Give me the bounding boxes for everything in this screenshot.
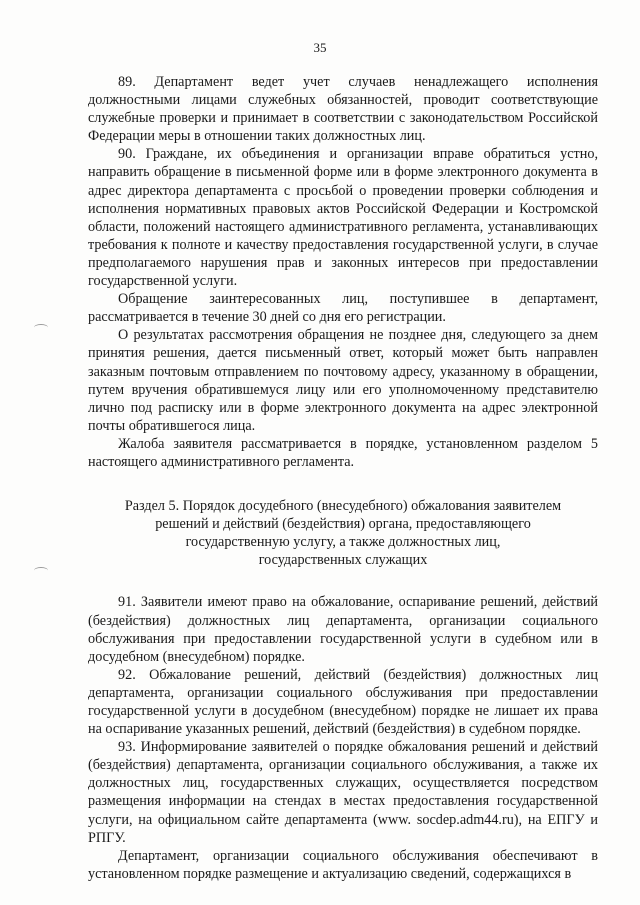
paragraph-89: 89. Департамент ведет учет случаев ненадлежащего исполнения должностными лицами служебных обязанностей, проводит соответствующие служебные проверки и принимает в соответствии с законодательством Российской Федерации меры в отношении таких должностных лиц.: [88, 74, 598, 145]
section-title-line: государственную услугу, а также должностных лиц,: [185, 534, 501, 551]
section-title-line: Раздел 5. Порядок досудебного (внесудебного) обжалования заявителем: [124, 498, 562, 515]
paragraph-93: 93. Информирование заявителей о порядке обжалования решений и действий (бездействия) департамента, организации социального обслуживания, а также их должностных лиц, государственных служащих, осуществляется посредством размещения информации на стендах в местах предоставления государственной услуги, на официальном сайте департамента (www. socdep.adm44.ru), на ЕПГУ и РПГУ.: [88, 739, 598, 846]
scan-margin-mark: [34, 324, 48, 331]
paragraph-92: 92. Обжалование решений, действий (бездействия) должностных лиц департамента, организации социального обслуживания при предоставлении государственной услуги в досудебном (внесудебном) порядке не лишает их права на оспаривание указанных решений, действий (бездействия) в судебном порядке.: [88, 666, 598, 738]
paragraph-appeal-term: Обращение заинтересованных лиц, поступившее в департамент, рассматривается в течение 30 дней со дня его регистрации.: [88, 291, 598, 326]
paragraph-complaint-reference: Жалоба заявителя рассматривается в порядке, установленном разделом 5 настоящего административного регламента.: [88, 435, 598, 470]
paragraph-department-info: Департамент, организации социального обслуживания обеспечивают в установленном порядке размещение и актуализацию сведений, содержащихся в: [88, 847, 598, 882]
section-title-line: государственных служащих: [258, 552, 428, 569]
paragraph-91: 91. Заявители имеют право на обжалование, оспаривание решений, действий (бездействия) должностных лиц департамента, организации социального обслуживания при предоставлении государственной услуги в судебном или в досудебном (внесудебном) порядке.: [88, 594, 598, 665]
section-5-title: [88, 497, 598, 569]
page-number: 35: [313, 40, 327, 55]
document-body: [88, 73, 598, 883]
scan-margin-mark: [34, 567, 48, 574]
section-title-line: решений и действий (бездействия) органа, предоставляющего: [155, 516, 531, 533]
paragraph-appeal-result: О результатах рассмотрения обращения не позднее дня, следующего за днем принятия решения, дается письменный ответ, который может быть направлен заказным почтовым отправлением по почтовому адресу, указанному в обращении, путем вручения обратившемуся лицу или его уполномоченному представителю лично под расписку или в форме электронного документа на адрес электронной почты обратившегося лица.: [88, 327, 598, 434]
paragraph-90: 90. Граждане, их объединения и организации вправе обратиться устно, направить обращение в письменной форме или в форме электронного документа в адрес директора департамента с просьбой о проведении проверки соблюдения и исполнения нормативных правовых актов Российской Федерации и Костромской области, положений настоящего административного регламента, устанавливающих требования к полноте и качеству предоставления государственной услуги, в случае предполагаемого нарушения прав и законных интересов при предоставлении государственной услуги.: [88, 146, 598, 290]
